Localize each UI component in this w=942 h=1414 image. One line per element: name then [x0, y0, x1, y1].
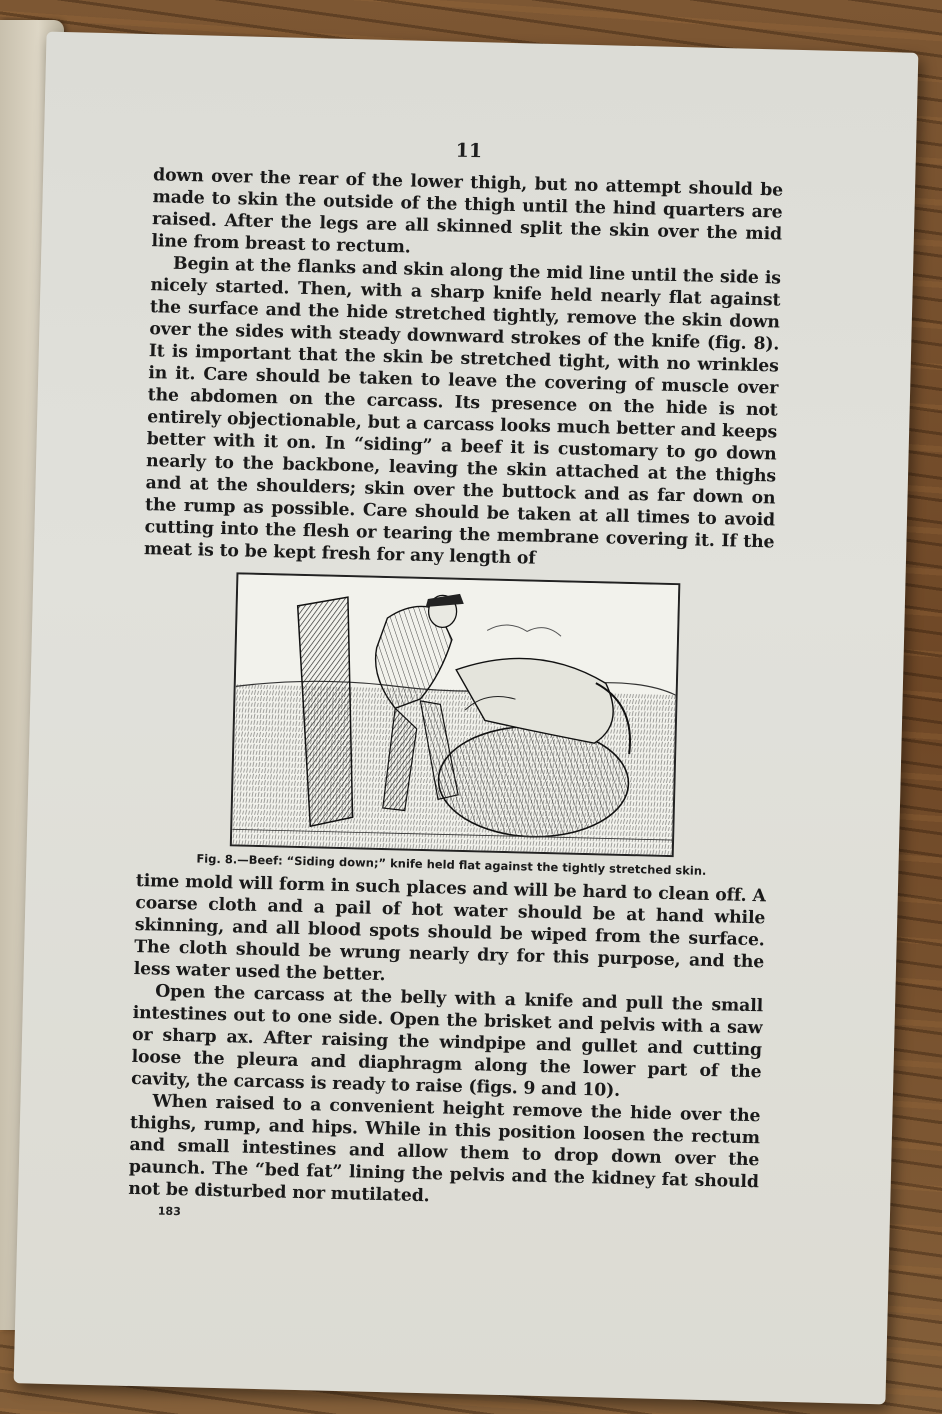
paragraph: Open the carcass at the belly with a knife and pull the small intestines out to one side. Open the brisket and pelvis with a saw or sharp ax. After raising the windpipe and gullet and cutting loose the pleura and diaphragm along the lower part of the cavity, the carcass is ready to raise (figs. 9 and 10). [130, 981, 764, 1101]
paragraph: When raised to a convenient height remove the hide over the thighs, rump, and hips. While in this position loosen the rectum and small intestines and allow them to drop down over the paunch. The “bed fat” lining the pelvis and the kidney fat should not be disturbed nor mutilated. [128, 1091, 761, 1207]
booklet-page [14, 32, 919, 1405]
engraving-illustration [230, 572, 681, 857]
siding-down-illustration [232, 574, 678, 855]
folio-number: 183 [157, 1204, 181, 1219]
page-body [128, 132, 784, 1232]
figure-caption: Fig. 8.—Beef: “Siding down;” knife held flat against the tightly stretched skin. [196, 851, 707, 878]
paragraph: time mold will form in such places and will be hard to clean off. A coarse cloth and a pail of hot water should be at hand while skinning, and all blood spots should be wiped from the surface. The cloth should be wrung nearly dry for this purpose, and the less water used the better. [133, 870, 766, 986]
page-number: 11 [455, 139, 483, 163]
paragraph: Begin at the flanks and skin along the mid line until the side is nicely started. Then, with a sharp knife held nearly flat against the surface and the hide stretched tightly, remove the skin down over the sides with steady downward strokes of the knife (fig. 8). It is important that the skin be stretched tight, with no wrinkles in it. Care should be taken to leave the covering of muscle over the abdomen on the carcass. Its presence on the hide is not entirely objectionable, but a carcass looks much better and keeps better with it on. In “siding” a beef it is customary to go down nearly to the backbone, leaving the skin attached at the thighs and at the shoulders; skin over the buttock and as far down on the rump as possible. Care should be taken at all times to avoid cutting into the flesh or tearing the membrane covering it. If the meat is to be kept fresh for any length of [143, 253, 782, 569]
paragraph: down over the rear of the lower thigh, but no attempt should be made to skin the outside of the thigh until the hind quarters are raised. After the legs are all skinned split the skin over the mid line from breast to rectum. [151, 165, 784, 258]
figure-8 [136, 570, 773, 879]
